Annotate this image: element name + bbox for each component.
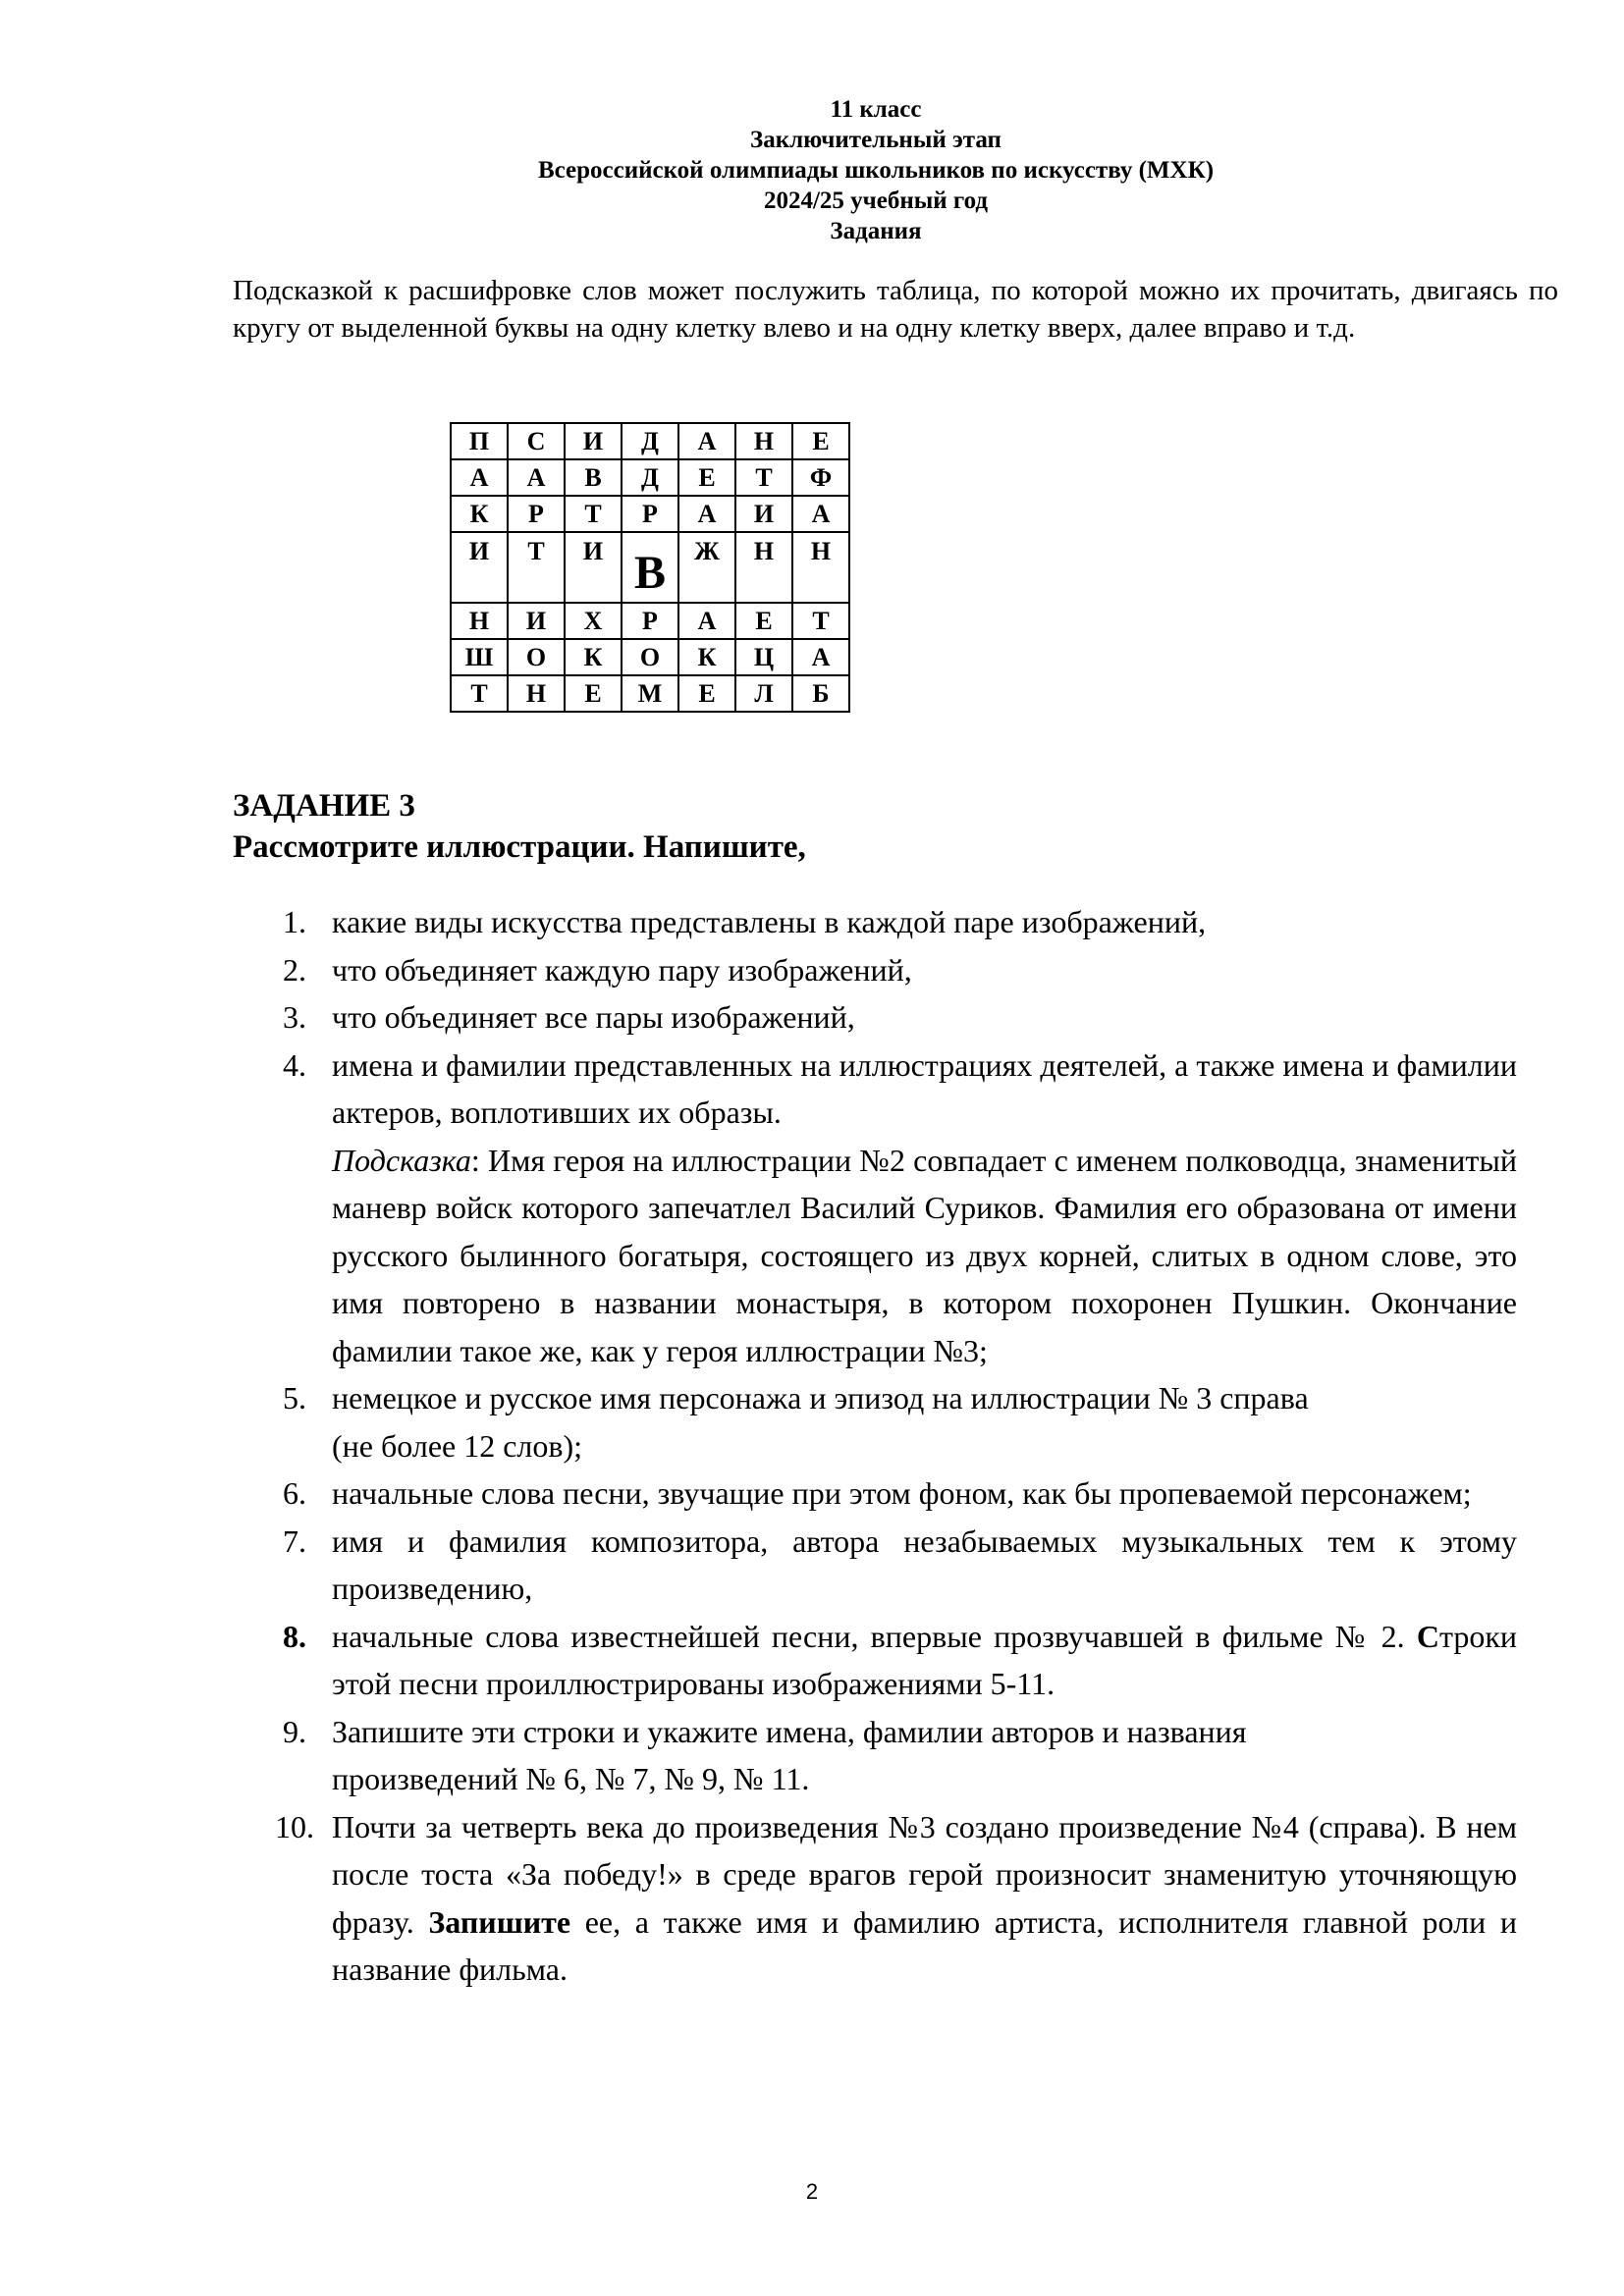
grid-cell: Е [678, 675, 735, 712]
task-item [275, 1041, 1517, 1375]
task-item [275, 1613, 1517, 1708]
grid-cell: Ж [678, 532, 735, 603]
grid-cell: В [565, 459, 622, 496]
grid-cell: И [508, 603, 565, 639]
grid-cell: А [678, 496, 735, 532]
hint-paragraph [332, 1137, 1517, 1375]
grid-row [451, 496, 849, 532]
grid-row [451, 675, 849, 712]
grid-cell: Т [735, 459, 792, 496]
task-item [275, 946, 1517, 994]
grid-cell: А [451, 459, 508, 496]
hint-label: Подсказка [332, 1142, 471, 1178]
page-number: 2 [805, 2179, 819, 2204]
grid-cell: Е [735, 603, 792, 639]
intro-paragraph: Подсказкой к расшифровке слов может послужить таблица, по которой можно их прочитать, двигаясь по кругу от выделенной буквы на одну клетку влево и на одну клетку вверх, далее вправо и т.д. [233, 275, 1558, 344]
grid-cell: И [565, 423, 622, 459]
grid-row [451, 639, 849, 675]
task-item [275, 1803, 1517, 1994]
grid-cell: Е [678, 459, 735, 496]
grid-cell: А [678, 603, 735, 639]
grid-cell: И [451, 532, 508, 603]
grid-cell: Т [792, 603, 849, 639]
grid-cell: И [735, 496, 792, 532]
task-item-list [275, 898, 1517, 1994]
item-number: 10. [275, 1808, 314, 1844]
grid-cell: И [565, 532, 622, 603]
grid-cell: Е [792, 423, 849, 459]
item-number: 6. [283, 1475, 306, 1511]
task-item [275, 993, 1517, 1041]
item-text-cont: ее, а также имя и фамилию артиста, исполнителя главной роли и название фильма. [332, 1903, 1518, 1987]
item-number: 1. [283, 904, 306, 939]
grid-cell: К [565, 639, 622, 675]
item-text: начальные слова известнейшей песни, впервые прозвучавшей в фильме № 2. [332, 1618, 1417, 1654]
olympiad-title: Всероссийской олимпиады школьников по искусству (МХК) [537, 157, 1215, 184]
page-header [0, 94, 1624, 246]
grid-row [451, 603, 849, 639]
item-number: 7. [283, 1522, 306, 1559]
item-text: Запишите эти строки и укажите имена, фамилии авторов и названия произведений № 6, № 7, № 9, № 11. [332, 1713, 1247, 1796]
item-text: Почти за четверть века до произведения №3 создано произведение №4 (справа). В нем после тоста «За победу!» в среде врагов герой произносит знаменитую уточняющую фразу. [332, 1808, 1517, 1940]
grid-cell: Т [565, 496, 622, 532]
grid-cell: Т [508, 532, 565, 603]
grid-cell: Б [792, 675, 849, 712]
item-number: 4. [283, 1046, 306, 1083]
grid-cell: Е [565, 675, 622, 712]
grid-cell: Д [622, 423, 678, 459]
item-text: имена и фамилии представленных на иллюстрациях деятелей, а также имена и фамилии актеров, воплотивших их образы. [332, 1046, 1517, 1130]
hint-text: : Имя героя на иллюстрации №2 совпадает с именем полководца, знаменитый маневр войск которого запечатлел Василий Суриков. Фамилия его образована от имени русского былинного богатыря, состоящего из двух корней, слитых в одном слове, это имя повторено в названии монастыря, в котором похоронен Пушкин. Окончание фамилии такое же, как у героя иллюстрации №3; [332, 1142, 1517, 1368]
section-label: Задания [830, 218, 922, 244]
stage-label: Заключительный этап [750, 127, 1001, 153]
item-number: 9. [283, 1713, 306, 1749]
item-number: 8. [283, 1618, 306, 1654]
grid-cell: Р [622, 603, 678, 639]
grid-cell: М [622, 675, 678, 712]
item-number: 5. [283, 1380, 306, 1415]
grid-cell: Н [735, 532, 792, 603]
item-text: немецкое и русское имя персонажа и эпизод на иллюстрации № 3 справа (не более 12 слов); [332, 1380, 1309, 1464]
grade-label: 11 класс [830, 96, 922, 123]
bold-letter: С [1416, 1618, 1439, 1654]
grid-cell: Н [792, 532, 849, 603]
item-number: 2. [283, 951, 306, 988]
grid-cell: О [622, 639, 678, 675]
grid-cell: Р [622, 496, 678, 532]
grid-cell: О [508, 639, 565, 675]
academic-year: 2024/25 учебный год [763, 187, 989, 214]
grid-cell: Ш [451, 639, 508, 675]
grid-cell: Р [508, 496, 565, 532]
item-text: имя и фамилия композитора, автора незабываемых музыкальных тем к этому произведению, [332, 1522, 1517, 1606]
grid-cell: Н [735, 423, 792, 459]
grid-cell: А [792, 639, 849, 675]
grid-cell: А [792, 496, 849, 532]
grid-cell: Ф [792, 459, 849, 496]
letter-grid [450, 422, 850, 713]
item-text: что объединяет каждую пару изображений, [332, 951, 912, 988]
grid-cell: Н [451, 603, 508, 639]
item-text: что объединяет все пары изображений, [332, 999, 855, 1035]
grid-cell: Н [508, 675, 565, 712]
item-text: начальные слова песни, звучащие при этом фоном, как бы пропеваемой персонажем; [332, 1475, 1472, 1511]
grid-row [451, 459, 849, 496]
grid-cell: Ц [735, 639, 792, 675]
bold-word: Запишите [428, 1903, 571, 1940]
grid-cell: К [451, 496, 508, 532]
grid-cell: Д [622, 459, 678, 496]
task-title: ЗАДАНИЕ 3 [233, 788, 415, 824]
task-subtitle: Рассмотрите иллюстрации. Напишите, [233, 829, 806, 865]
item-text-cont: троки этой песни проиллюстрированы изображениями 5-11. [332, 1618, 1517, 1701]
task-item [275, 1374, 1517, 1469]
grid-cell: Т [451, 675, 508, 712]
grid-cell: А [678, 423, 735, 459]
grid-cell: П [451, 423, 508, 459]
grid-row [451, 532, 849, 603]
item-text: какие виды искусства представлены в каждой паре изображений, [332, 904, 1207, 939]
grid-cell-highlighted: В [622, 532, 678, 603]
grid-cell: Л [735, 675, 792, 712]
grid-cell: А [508, 459, 565, 496]
task-item [275, 1708, 1517, 1803]
grid-row [451, 423, 849, 459]
grid-cell: К [678, 639, 735, 675]
task-item [275, 898, 1517, 946]
grid-cell: С [508, 423, 565, 459]
task-item [275, 1518, 1517, 1613]
grid-cell: Х [565, 603, 622, 639]
item-number: 3. [283, 999, 306, 1035]
task-item [275, 1469, 1517, 1518]
